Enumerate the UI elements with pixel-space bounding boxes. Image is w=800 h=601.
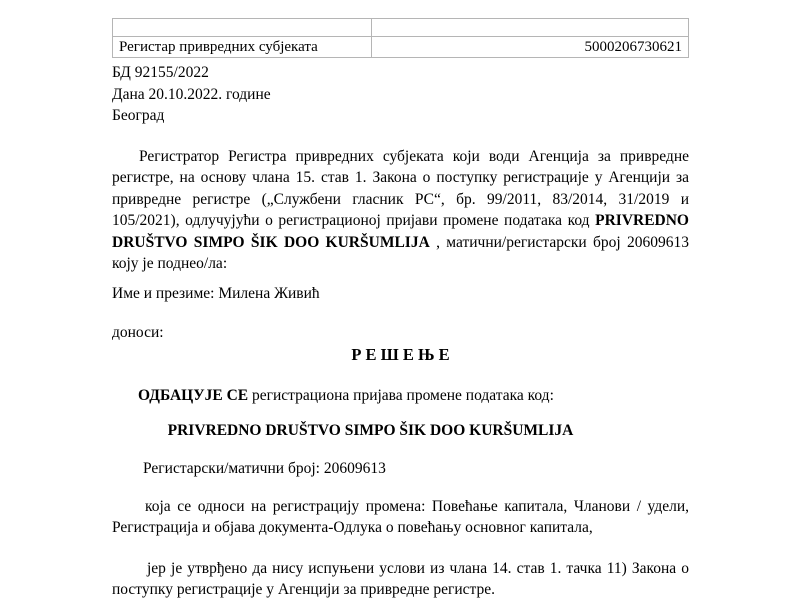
registration-number-line: Регистарски/матични број: 20609613: [143, 460, 386, 477]
changes-paragraph: која се односи на регистрацију промена: Повећање капитала, Чланови / удели, Регистрација и објава документа-Одлука о повећању основног капитала,: [112, 497, 689, 536]
company-name-inline: PRIVREDNO DRUŠTVO SIMPO ŠIK DOO KURŠUMLIJA: [112, 212, 689, 251]
header-table-row-register: [113, 37, 689, 58]
intro-text-after-company: , матични/регистарски број 20609613 коју је поднео/ла:: [112, 233, 689, 272]
ruling-line: [112, 385, 689, 407]
reason-paragraph: јер је утврђено да нису испуњени услови из члана 14. став 1. тачка 11) Закона о поступку регистрације у Агенцији за привредне регистре.: [112, 559, 689, 598]
city-line: Београд: [112, 107, 165, 124]
intro-paragraph: [112, 146, 689, 275]
register-name-cell: Регистар привредних субјеката: [113, 37, 372, 58]
decision-heading: Р Е Ш Е Њ Е: [351, 344, 450, 364]
company-name-centered: PRIVREDNO DRUŠTVO SIMPO ŠIK DOO KURŠUMLIJA: [167, 421, 574, 439]
submitter-line: Име и презиме: Милена Живић: [112, 284, 320, 302]
header-table-cell-empty-right: [372, 19, 689, 37]
ruling-bold-text: ОДБАЦУЈЕ СЕ: [138, 387, 249, 404]
date-line: Дана 20.10.2022. године: [112, 85, 271, 103]
ruling-rest-text: регистрациона пријава промене података код:: [248, 387, 554, 404]
header-table-cell-empty-left: [113, 19, 372, 37]
document-page: [112, 18, 689, 601]
case-number: БД 92155/2022: [112, 64, 209, 81]
header-table-row-empty: [113, 19, 689, 37]
header-table: [112, 18, 689, 58]
register-number-cell: 5000206730621: [372, 37, 689, 58]
donosi-line: доноси:: [112, 324, 164, 341]
intro-text-before-company: Регистратор Регистра привредних субјеката који води Агенција за привредне регистре, на основу члана 15. став 1. Закона о поступку регистрације у Агенцији за привредне регистре („Службени гласник РС“, бр. 99/2011, 83/2014, 31/2019 и 105/2021), одлучујући о регистрационој пријави промене података код: [112, 147, 689, 229]
document-meta: [112, 62, 689, 127]
